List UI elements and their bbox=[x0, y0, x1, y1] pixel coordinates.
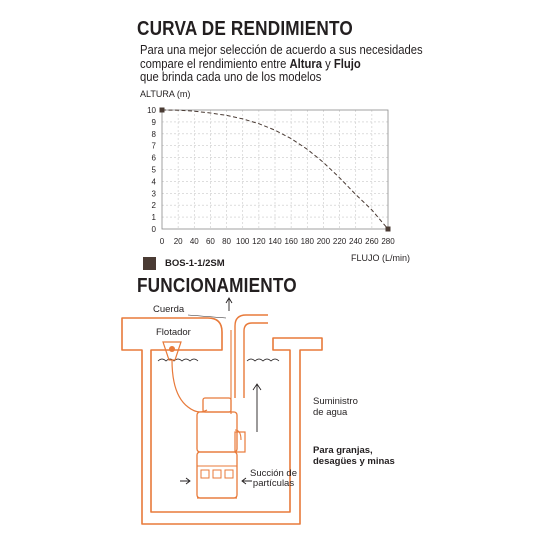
tank-outline bbox=[122, 318, 322, 524]
legend-label: BOS-1-1/2SM bbox=[165, 258, 225, 269]
description-y: y bbox=[321, 56, 334, 71]
water-surface-right bbox=[247, 359, 279, 361]
pump-head bbox=[203, 398, 231, 412]
x-tick-label: 180 bbox=[300, 237, 314, 246]
x-tick-label: 240 bbox=[349, 237, 363, 246]
pump-intake-2 bbox=[213, 470, 221, 478]
suction-arrow-left bbox=[180, 478, 190, 484]
water-surface-left bbox=[158, 359, 198, 361]
x-tick-label: 200 bbox=[316, 237, 331, 246]
description-line-1: Para una mejor selección de acuerdo a sus necesidades bbox=[140, 43, 423, 57]
x-tick-label: 160 bbox=[284, 237, 298, 246]
label-succion-line1: Succión de bbox=[250, 468, 298, 479]
label-flotador: Flotador bbox=[156, 327, 191, 338]
label-succion-line2: partículas bbox=[252, 478, 295, 489]
x-tick-label: 140 bbox=[268, 237, 282, 246]
y-tick-label: 0 bbox=[151, 225, 156, 234]
x-tick-label: 60 bbox=[205, 237, 215, 246]
power-cord bbox=[231, 330, 241, 440]
y-tick-label: 6 bbox=[151, 153, 156, 163]
y-tick-label: 7 bbox=[151, 141, 156, 151]
y-tick-label: 10 bbox=[147, 106, 156, 115]
y-tick-label: 5 bbox=[151, 165, 156, 175]
description-altura: Altura bbox=[289, 56, 322, 71]
x-tick-label: 280 bbox=[381, 237, 395, 246]
y-tick-label: 8 bbox=[151, 129, 156, 139]
chart-y-axis-label: ALTURA (m) bbox=[140, 89, 191, 99]
chart-x-axis-label: FLUJO (L/min) bbox=[351, 253, 411, 263]
y-tick-label: 1 bbox=[151, 213, 156, 223]
performance-title: CURVA DE RENDIMIENTO bbox=[137, 18, 353, 40]
pump-intake-3 bbox=[225, 470, 233, 478]
label-suministro bbox=[313, 396, 358, 418]
x-tick-label: 100 bbox=[236, 237, 250, 246]
pump-intake-1 bbox=[201, 470, 209, 478]
pump-base bbox=[197, 452, 237, 498]
float-switch-ball bbox=[169, 346, 175, 352]
flow-arrow-up bbox=[253, 384, 261, 432]
y-tick-label: 3 bbox=[151, 189, 156, 199]
y-tick-label: 2 bbox=[151, 201, 156, 211]
label-uses bbox=[313, 445, 395, 467]
label-cuerda: Cuerda bbox=[153, 304, 185, 315]
label-succion bbox=[250, 469, 297, 489]
x-tick-label: 120 bbox=[252, 237, 266, 246]
description-line-3: que brinda cada uno de los modelos bbox=[140, 70, 322, 84]
label-uses-line1: Para granjas, bbox=[313, 445, 373, 456]
x-tick-label: 260 bbox=[365, 237, 379, 246]
function-title: FUNCIONAMIENTO bbox=[137, 275, 297, 297]
x-tick-label: 20 bbox=[173, 237, 183, 246]
pump-body bbox=[197, 412, 237, 452]
x-tick-label: 80 bbox=[222, 237, 232, 246]
label-suministro-line1: Suministro bbox=[313, 396, 358, 407]
label-uses-line2: desagües y minas bbox=[313, 456, 395, 467]
label-suministro-line2: de agua bbox=[313, 407, 348, 418]
x-tick-label: 0 bbox=[159, 237, 165, 246]
discharge-pipe bbox=[235, 315, 268, 398]
outflow-arrow bbox=[226, 298, 232, 311]
x-tick-label: 220 bbox=[332, 237, 347, 246]
y-tick-label: 9 bbox=[151, 117, 156, 127]
description-text: compare el rendimiento entre bbox=[140, 56, 290, 71]
y-tick-label: 4 bbox=[151, 177, 156, 187]
float-cable bbox=[172, 360, 207, 412]
description-flujo: Flujo bbox=[333, 56, 361, 71]
x-tick-label: 40 bbox=[189, 237, 199, 246]
